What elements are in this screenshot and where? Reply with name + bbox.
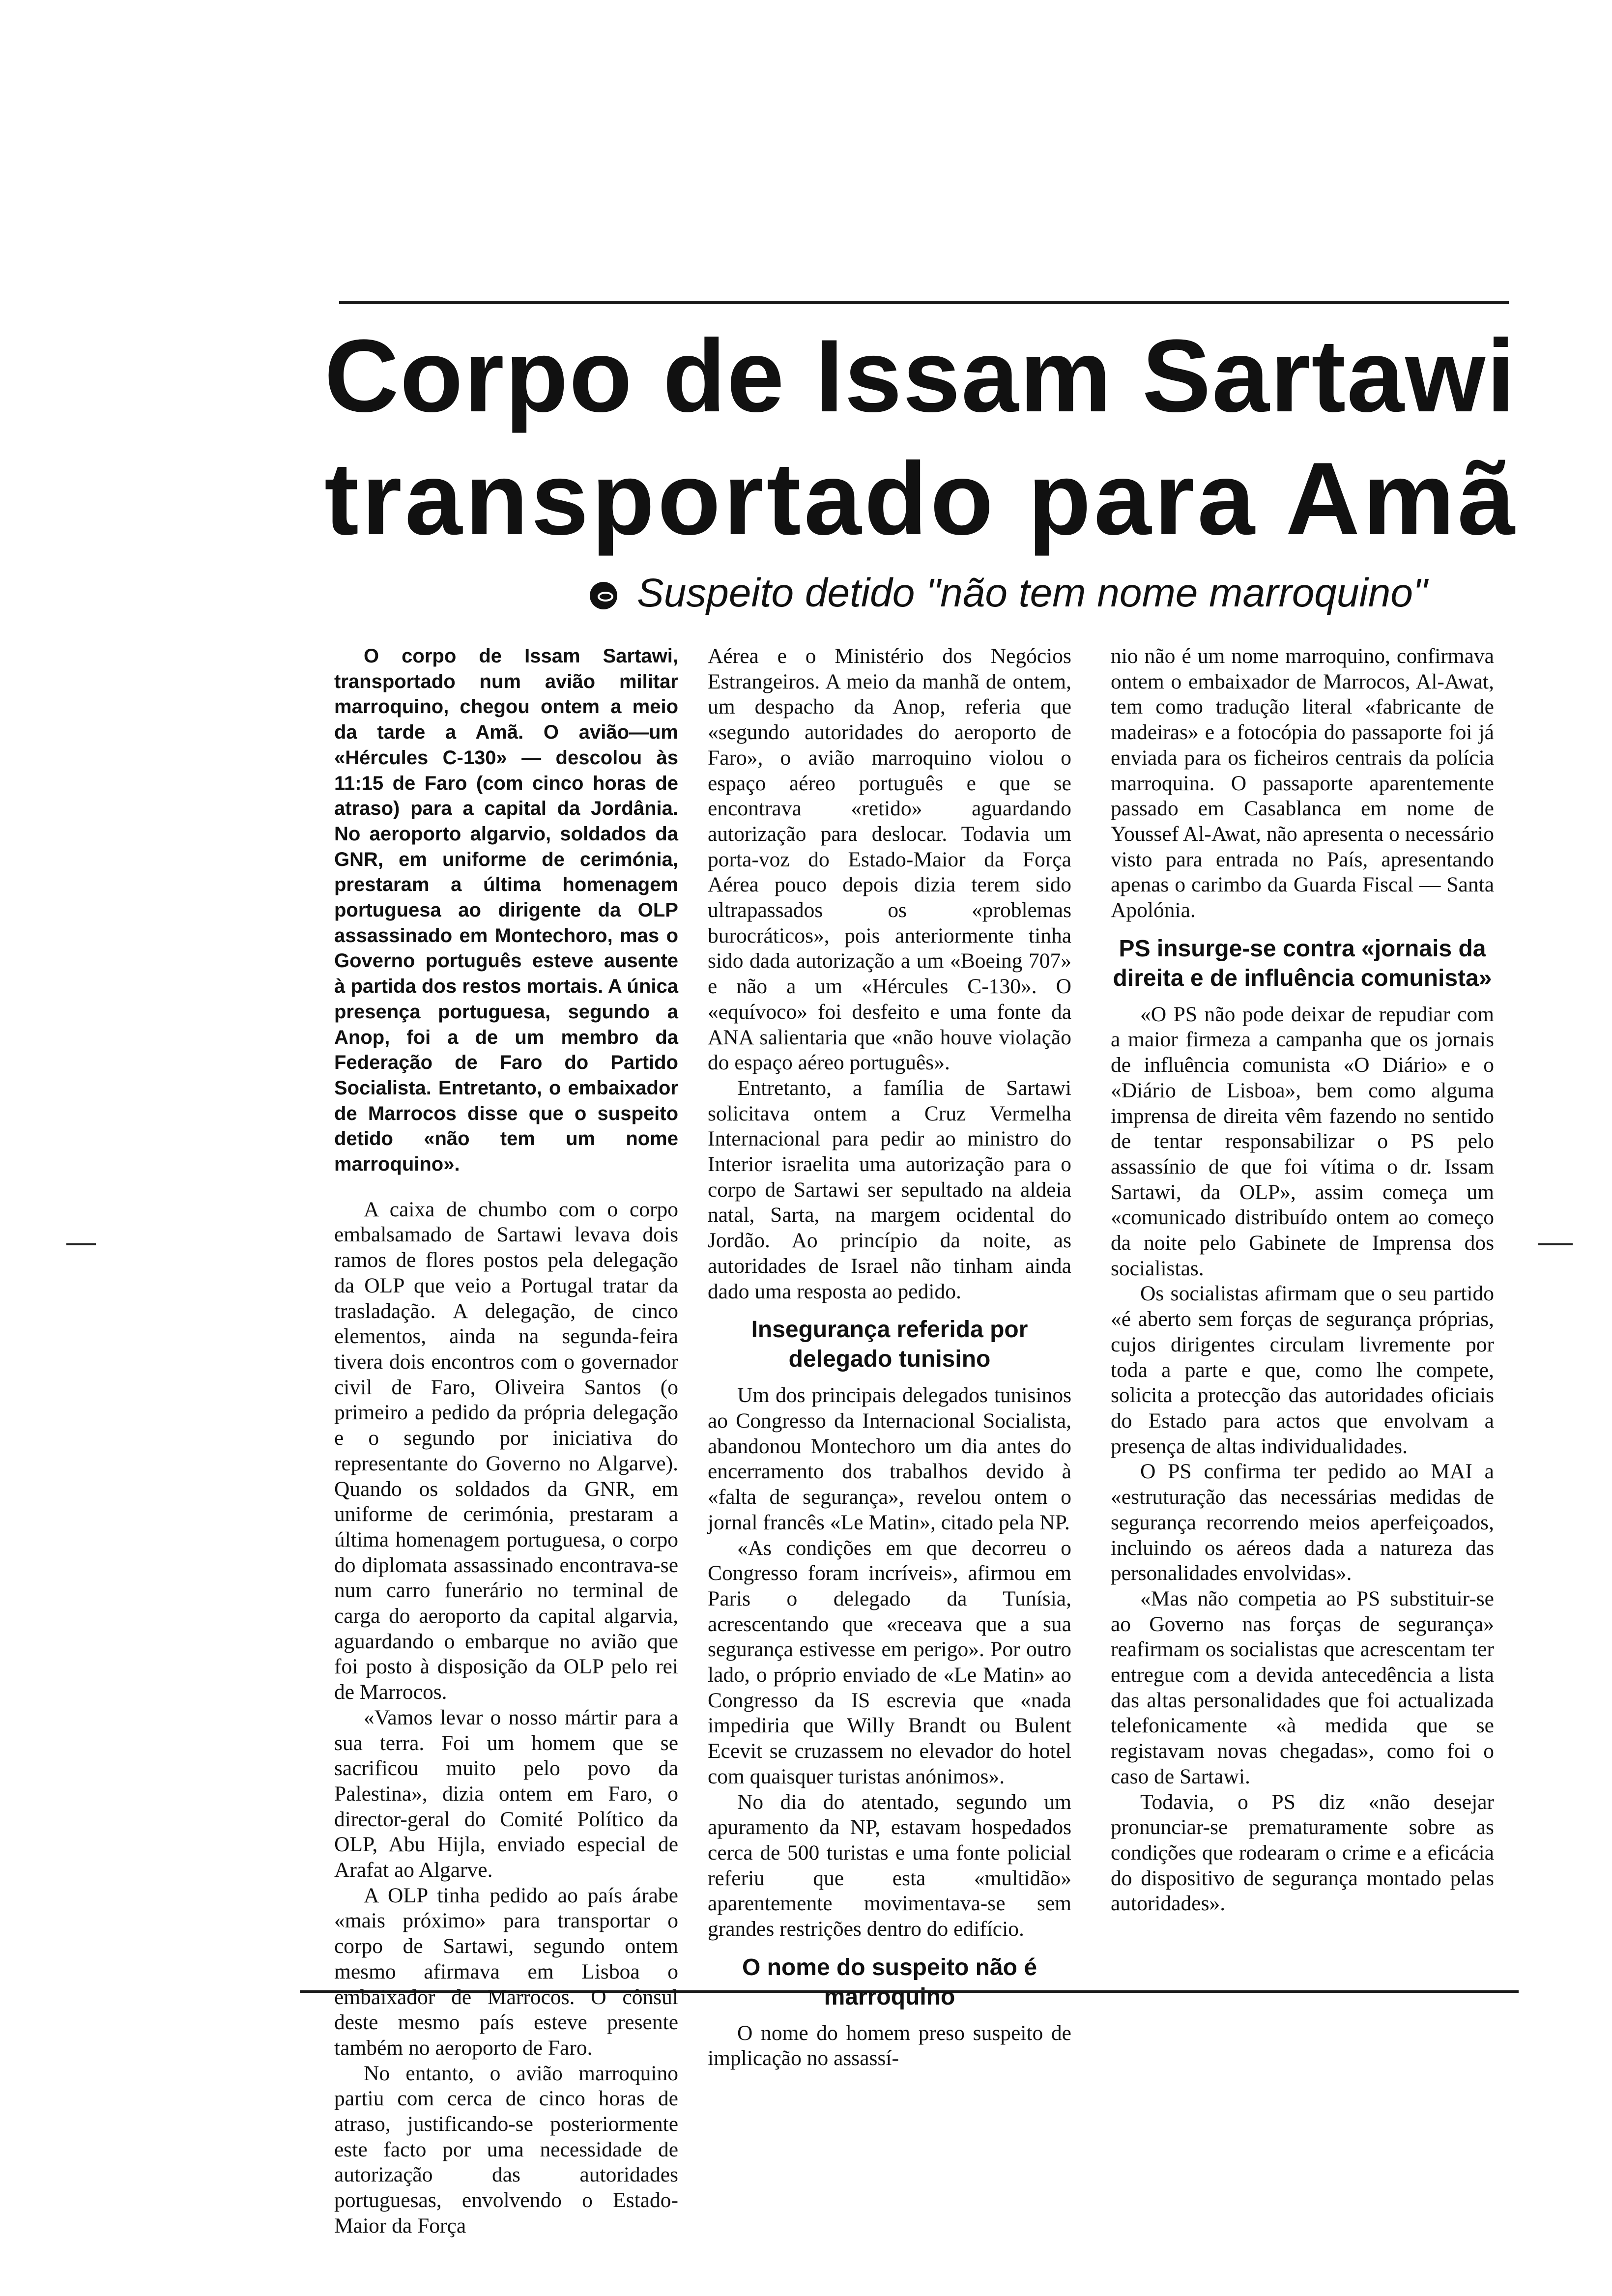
- bullet-icon: [590, 582, 617, 609]
- headline-line-1: Corpo de Issam Sartawi: [324, 318, 1516, 433]
- column-2: [708, 644, 1071, 2071]
- body-paragraph: A caixa de chumbo com o corpo embalsamado de Sartawi levava dois ramos de flores postos pela delegação da OLP que veio a Portugal tratar da trasladação. A delegação, de cinco elementos, ainda na segunda-feira tivera dois encontros com o governador civil de Faro, Oliveira Santos (o primeiro a pedido da própria delegação e o segundo por iniciativa do representante do Governo no Algarve). Quando os soldados da GNR, em uniforme de cerimónia, prestaram a última homenagem portuguesa, o corpo do diplomata assassinado encontrava-se num carro funerário no terminal de carga do aeroporto da capital algarvia, aguardando o embarque no avião que foi posto à disposição da OLP pelo rei de Marrocos.: [334, 1197, 678, 1704]
- body-paragraph: A OLP tinha pedido ao país árabe «mais próximo» para transportar o corpo de Sartawi, segundo ontem mesmo afirmava em Lisboa o embaixador de Marrocos. O cônsul deste mesmo país esteve presente também no aeroporto de Faro.: [334, 1883, 678, 2060]
- body-paragraph: Todavia, o PS diz «não desejar pronunciar-se prematuramente sobre as condições que rodearam o crime e a eficácia do dispositivo de segurança montado pelas autoridades».: [1111, 1790, 1494, 1916]
- body-paragraph: Os socialistas afirmam que o seu partido «é aberto sem forças de segurança próprias, cujos dirigentes circulam livremente por toda a parte e que, como lhe compete, solicita a protecção das autoridades oficiais do Estado para actos que envolvam a presença de altas individualidades.: [1111, 1282, 1494, 1458]
- column-1: [334, 644, 678, 2239]
- body-paragraph: No dia do atentado, segundo um apuramento da NP, estavam hospedados cerca de 500 turistas e uma fonte policial referiu que esta «multidão» aparentemente movimentava-se sem grandes restrições dentro do edifício.: [708, 1790, 1071, 1941]
- body-paragraph: nio não é um nome marroquino, confirmava ontem o embaixador de Marrocos, Al-Awat, tem como tradução literal «fabricante de madeiras» e a fotocópia do passaporte foi já enviada para os ficheiros centrais da polícia marroquina. O passaporte aparentemente passado em Casablanca em nome de Youssef Al-Awat, não apresenta o necessário visto para entrada no País, apresentando apenas o carimbo da Guarda Fiscal — Santa Apolónia.: [1111, 644, 1494, 922]
- body-paragraph: Entretanto, a família de Sartawi solicitava ontem a Cruz Vermelha Internacional para pedir ao ministro do Interior israelita uma autorização para o corpo de Sartawi ser sepultado na aldeia natal, Sarta, na margem ocidental do Jordão. Ao princípio da noite, as autoridades de Israel não tinham ainda dado uma resposta ao pedido.: [708, 1076, 1071, 1303]
- body-paragraph: O PS confirma ter pedido ao MAI a «estruturação das necessárias medidas de segurança recorrendo meios aperfeiçoados, incluindo os aéreos dada a natureza das personalidades envolvidas».: [1111, 1460, 1494, 1585]
- section-heading-ps: PS insurge-se contra «jornais da direita e de influência comunista»: [1113, 935, 1492, 991]
- top-rule: [339, 301, 1509, 304]
- headline-line-2: transportado para Amã: [324, 441, 1518, 556]
- column-3: [1111, 644, 1494, 1917]
- body-paragraph: O nome do homem preso suspeito de implicação no assassí-: [708, 2021, 1071, 2070]
- body-paragraph: Um dos principais delegados tunisinos ao Congresso da Internacional Socialista, abandonou Montechoro um dia antes do encerramento dos trabalhos devido à «falta de segurança», revelou ontem o jornal francês «Le Matin», citado pela NP.: [708, 1383, 1071, 1534]
- lead-paragraph: O corpo de Issam Sartawi, transportado num avião militar marroquino, chegou ontem a meio da tarde a Amã. O avião—um «Hércules C-130» — descolou às 11:15 de Faro (com cinco horas de atraso) para a capital da Jordânia. No aeroporto algarvio, soldados da GNR, em uniforme de cerimónia, prestaram a última homenagem portuguesa ao dirigente da OLP assassinado em Montechoro, mas o Governo português esteve ausente à partida dos restos mortais. A única presença portuguesa, segundo a Anop, foi a de um membro da Federação de Faro do Partido Socialista. Entretanto, o embaixador de Marrocos disse que o suspeito detido «não tem um nome marroquino».: [334, 645, 678, 1176]
- right-margin-mark: [1538, 1243, 1573, 1245]
- body-paragraph: «O PS não pode deixar de repudiar com a maior firmeza a campanha que os jornais de influência comunista «O Diário» e o «Diário de Lisboa», bem como alguma imprensa de direita vêm fazendo no sentido de tentar responsabilizar o PS pelo assassínio de que foi vítima o dr. Issam Sartawi, da OLP», assim começa um «comunicado distribuído ontem ao começo da noite pelo Gabinete de Imprensa dos socialistas.: [1111, 1002, 1494, 1280]
- headline: [324, 315, 1518, 560]
- section-heading-suspect-name: O nome do suspeito não é marroquino: [742, 1954, 1037, 2010]
- subheadline: [590, 570, 1524, 616]
- body-paragraph: No entanto, o avião marroquino partiu com cerca de cinco horas de atraso, justificando-se posteriormente este facto por uma necessidade de autorização das autoridades portuguesas, envolvendo o Estado-Maior da Força: [334, 2061, 678, 2238]
- body-paragraph: Aérea e o Ministério dos Negócios Estrangeiros. A meio da manhã de ontem, um despacho da Anop, referia que «segundo autoridades do aeroporto de Faro», o avião marroquino violou o espaço aéreo português e que se encontrava «retido» aguardando autorização para deslocar. Todavia um porta-voz do Estado-Maior da Força Aérea pouco depois dizia terem sido ultrapassados os «problemas burocráticos», pois anteriormente tinha sido dada autorização a um «Boeing 707» e não a um «Hércules C-130». O «equívoco» foi desfeito e uma fonte da ANA salientaria que «não houve violação do espaço aéreo português».: [708, 644, 1071, 1075]
- body-paragraph: «Mas não competia ao PS substituir-se ao Governo nas forças de segurança» reafirmam os socialistas que acrescentam ter entregue com a devida antecedência a lista das altas personalidades que foi actualizada telefonicamente «à medida que se registavam novas chegadas», como foi o caso de Sartawi.: [1111, 1586, 1494, 1788]
- subheadline-text: Suspeito detido "não tem nome marroquino": [637, 571, 1428, 615]
- left-margin-mark: [66, 1243, 96, 1245]
- section-heading-insecurity: Insegurança referida por delegado tunisino: [751, 1317, 1028, 1373]
- body-paragraph: «As condições em que decorreu o Congresso foram incríveis», afirmou em Paris o delegado da Tunísia, acrescentando que «receava que a sua segurança estivesse em perigo». Por outro lado, o próprio enviado de «Le Matin» ao Congresso da IS escrevia que «nada impediria que Willy Brandt ou Bulent Ecevit se cruzassem no elevador do hotel com quaisquer turistas anónimos».: [708, 1536, 1071, 1788]
- body-paragraph: «Vamos levar o nosso mártir para a sua terra. Foi um homem que se sacrificou muito pelo povo da Palestina», dizia ontem em Faro, o director-geral do Comité Político da OLP, Abu Hijla, enviado especial de Arafat ao Algarve.: [334, 1705, 678, 1882]
